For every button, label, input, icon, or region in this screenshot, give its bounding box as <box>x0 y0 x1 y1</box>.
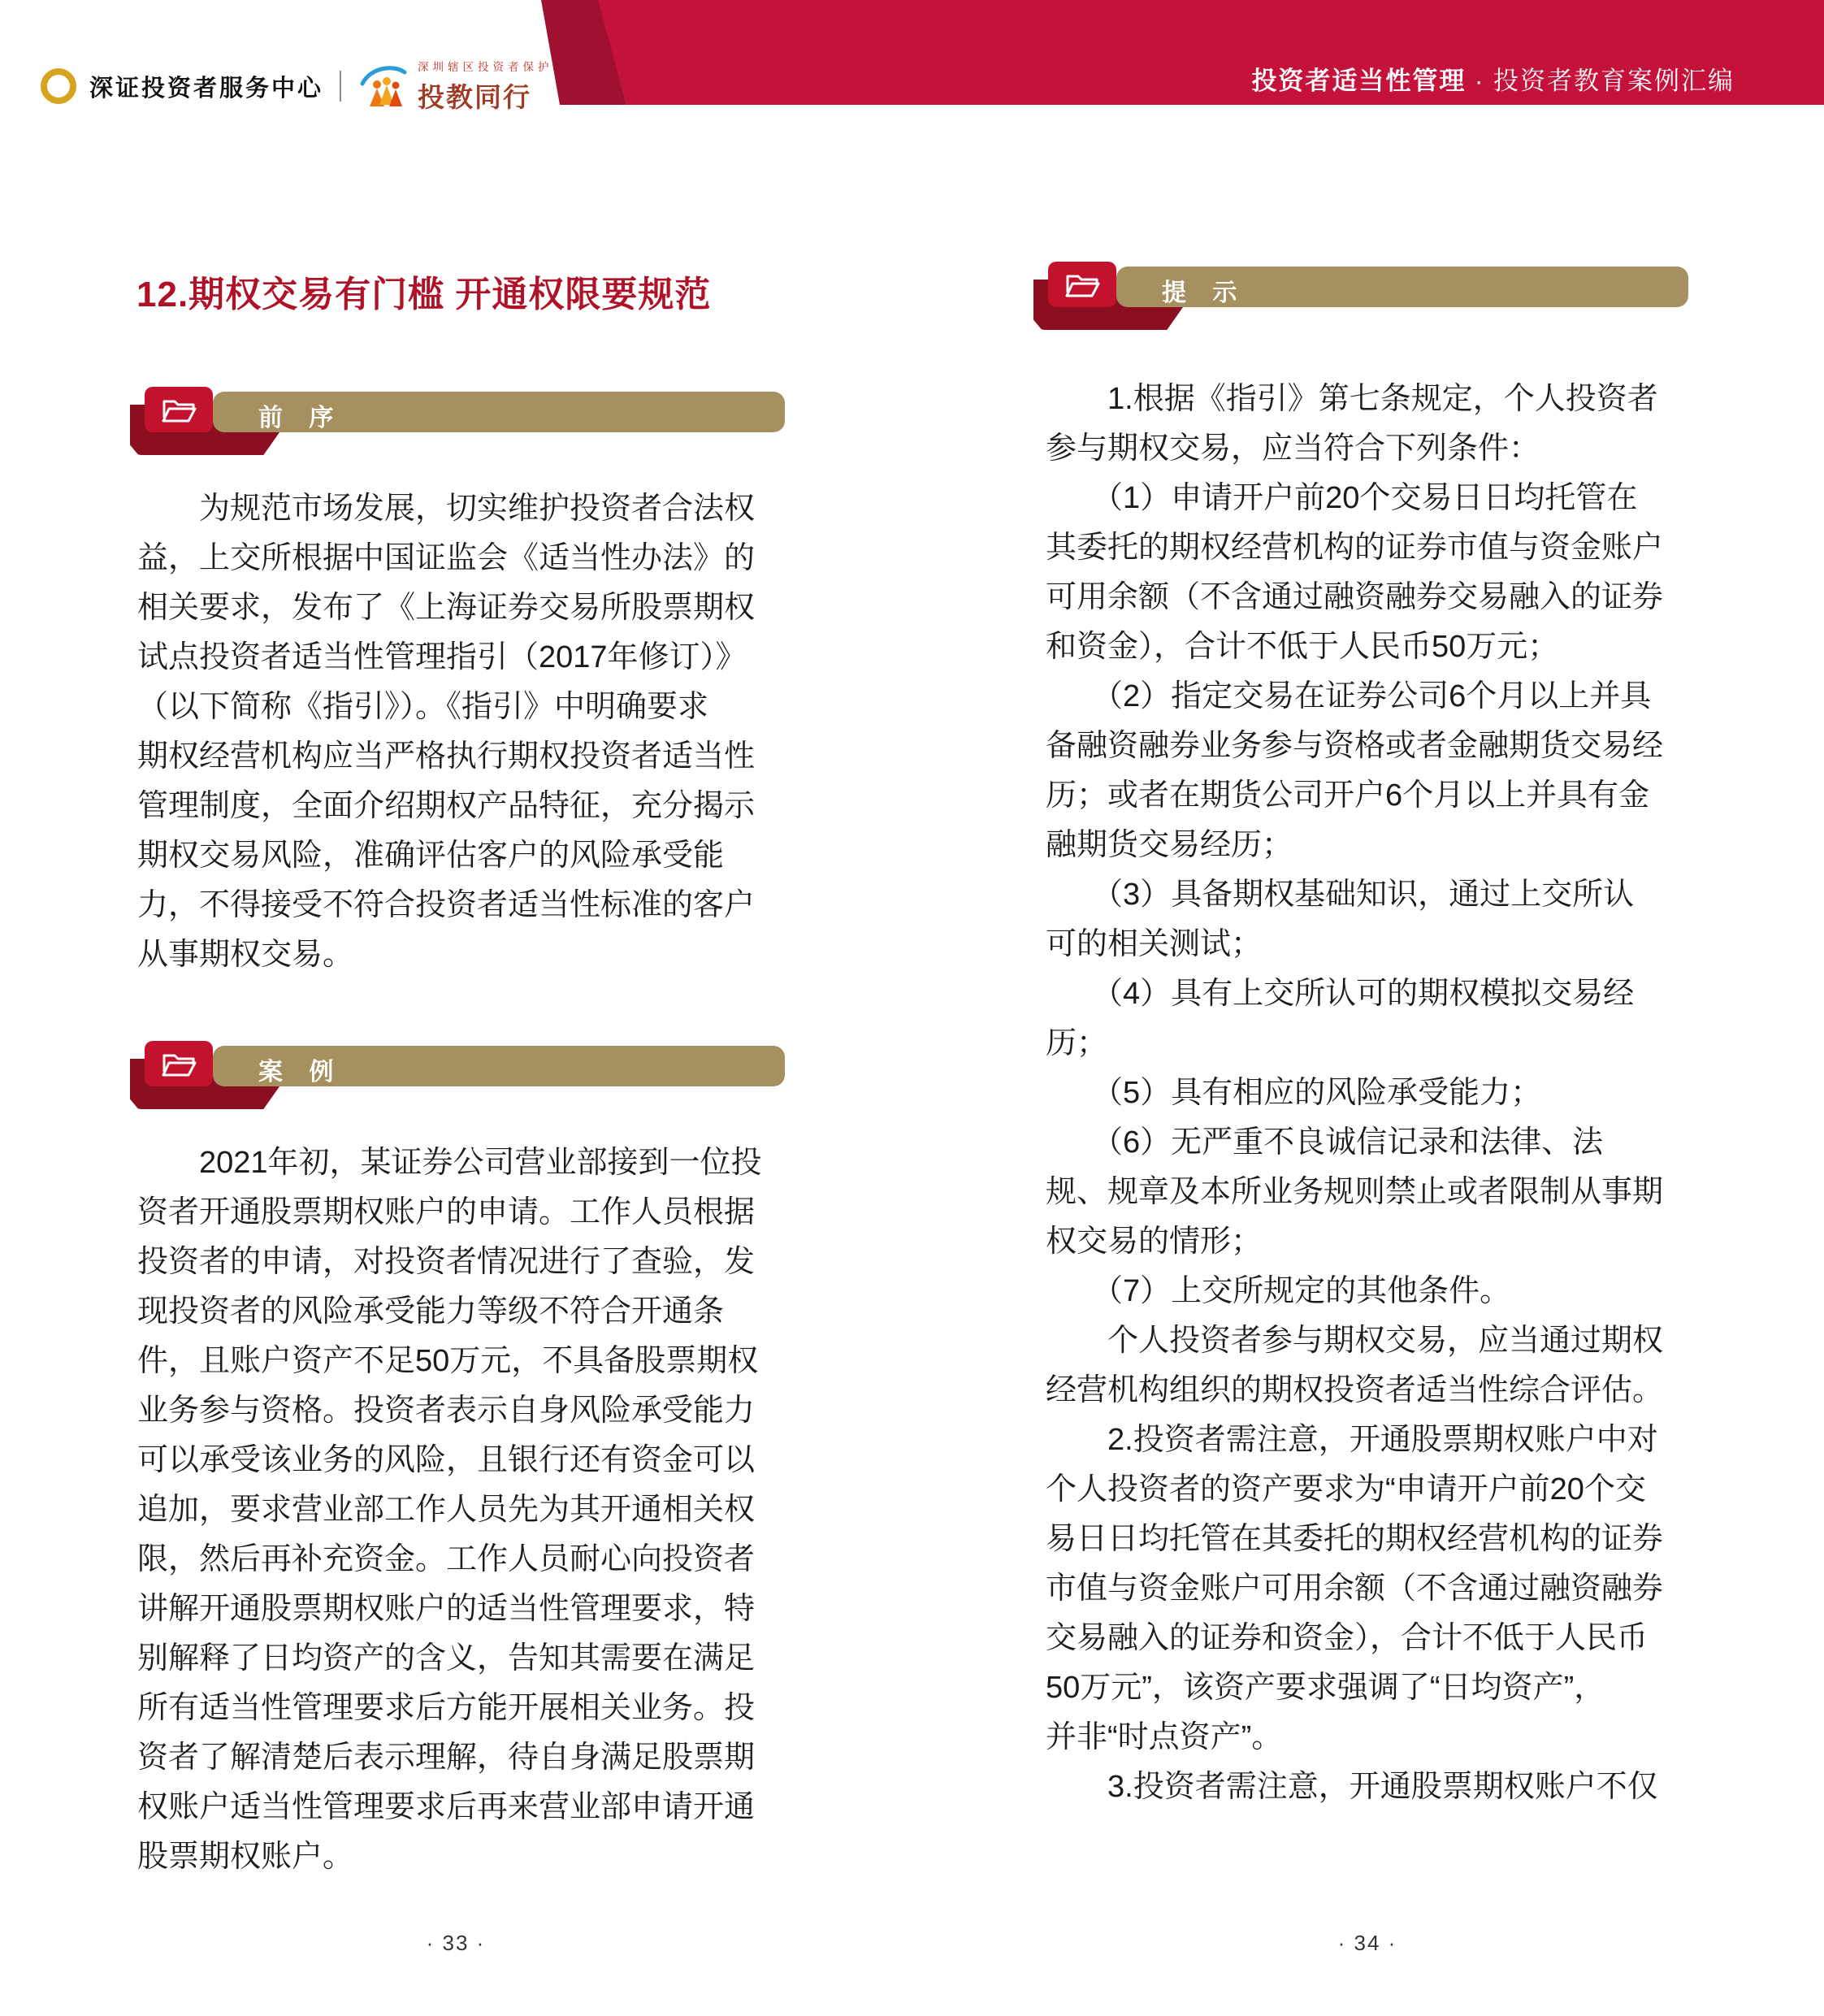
logo-divider <box>340 71 341 102</box>
text-line: 参与期权交易，应当符合下列条件： <box>1046 431 1540 466</box>
text-line: 现投资者的风险承受能力等级不符合开通条 <box>137 1294 725 1329</box>
text-line: 别解释了日均资产的含义，告知其需要在满足 <box>137 1641 756 1676</box>
banner-separator: · <box>1466 67 1493 95</box>
text-line: 业务参与资格。投资者表示自身风险承受能力 <box>137 1394 756 1428</box>
section-bar-case <box>130 1036 788 1117</box>
text-line: 并非“时点资产”。 <box>1046 1720 1283 1754</box>
brand-large-text: 投教同行 <box>418 82 532 112</box>
page-number-left: · 33 · <box>426 1931 486 1955</box>
folder-icon <box>159 393 198 426</box>
text-line: 50万元”，该资产要求强调了“日均资产”， <box>1046 1671 1605 1705</box>
text-line: 资者开通股票期权账户的申请。工作人员根据 <box>137 1195 756 1229</box>
text-line: 可的相关测试； <box>1046 927 1263 961</box>
org-name-text: 深证投资者服务中心 <box>89 75 324 102</box>
text-line: 可以承受该业务的风险，且银行还有资金可以 <box>137 1443 756 1477</box>
folder-badge <box>145 387 213 432</box>
banner-title-bold: 投资者适当性管理 <box>1251 67 1467 95</box>
header-banner-text <box>1251 60 1735 97</box>
text-line: 易日日均托管在其委托的期权经营机构的证券 <box>1046 1522 1664 1556</box>
folder-badge <box>1048 262 1116 307</box>
text-line: 期权经营机构应当严格执行期权投资者适当性 <box>137 739 756 774</box>
text-line: 期权交易风险，准确评估客户的风险承受能 <box>137 839 725 873</box>
text-line: 个人投资者参与期权交易，应当通过期权 <box>1046 1324 1664 1358</box>
text-line: 融期货交易经历； <box>1046 828 1293 862</box>
section-label-case: 案 例 <box>258 1059 344 1086</box>
text-line: 历；或者在期货公司开户6个月以上并具有金 <box>1046 778 1650 813</box>
page-number-right: · 34 · <box>1337 1931 1397 1955</box>
section-bar-tips <box>1033 257 1692 338</box>
text-line: 为规范市场发展，切实维护投资者合法权 <box>137 492 756 526</box>
text-line: 股票期权账户。 <box>137 1840 354 1874</box>
text-line: 权交易的情形； <box>1046 1225 1263 1259</box>
text-line: 历； <box>1046 1026 1108 1060</box>
text-line: 3.投资者需注意，开通股票期权账户不仅 <box>1046 1770 1658 1804</box>
text-line: 所有适当性管理要求后方能开展相关业务。投 <box>137 1691 756 1725</box>
text-line: 资者了解清楚后表示理解，待自身满足股票期 <box>137 1741 756 1775</box>
text-line: 投资者的申请，对投资者情况进行了查验，发 <box>137 1245 756 1279</box>
text-line: （以下简称《指引》）。《指引》中明确要求 <box>137 690 709 724</box>
chapter-title: 12.期权交易有门槛 开通权限要规范 <box>136 275 712 314</box>
preface-paragraph <box>137 484 787 980</box>
banner-subtitle: 投资者教育案例汇编 <box>1493 67 1735 95</box>
text-line: 和资金），合计不低于人民币50万元； <box>1046 630 1559 664</box>
text-line: （5）具有相应的风险承受能力； <box>1046 1076 1542 1110</box>
text-line: 个人投资者的资产要求为“申请开户前20个交 <box>1046 1472 1646 1507</box>
section-bar-preface <box>130 382 788 463</box>
text-line: 备融资融券业务参与资格或者金融期货交易经 <box>1046 729 1664 763</box>
text-line: 1.根据《指引》第七条规定，个人投资者 <box>1046 382 1658 416</box>
text-line: 从事期权交易。 <box>137 938 354 972</box>
header-logo-row <box>41 61 553 112</box>
text-line: 市值与资金账户可用余额（不含通过融资融券 <box>1046 1572 1664 1606</box>
text-line: 可用余额（不含通过融资融券交易融入的证券 <box>1046 580 1664 614</box>
text-line: （6）无严重不良诚信记录和法律、法 <box>1046 1125 1604 1160</box>
gold-ring-icon <box>41 68 76 104</box>
logo2-text-block <box>418 58 553 115</box>
case-paragraph <box>137 1138 787 1882</box>
text-line: 力，不得接受不符合投资者适当性标准的客户 <box>137 888 756 922</box>
text-line: 讲解开通股票期权账户的适当性管理要求，特 <box>137 1592 756 1626</box>
text-line: 2021年初，某证券公司营业部接到一位投 <box>137 1146 762 1180</box>
investor-education-logo <box>357 58 553 115</box>
text-line: 追加，要求营业部工作人员先为其开通相关权 <box>137 1493 756 1527</box>
text-line: 相关要求，发布了《上海证券交易所股票期权 <box>137 591 756 625</box>
text-line: 规、规章及本所业务规则禁止或者限制从事期 <box>1046 1175 1664 1209</box>
text-line: 件，且账户资产不足50万元，不具备股票期权 <box>137 1344 759 1378</box>
text-line: （2）指定交易在证券公司6个月以上并具 <box>1046 679 1652 713</box>
people-swoosh-icon <box>357 63 409 110</box>
text-line: 经营机构组织的期权投资者适当性综合评估。 <box>1046 1373 1664 1407</box>
text-line: 益，上交所根据中国证监会《适当性办法》的 <box>137 541 756 575</box>
text-line: 限，然后再补充资金。工作人员耐心向投资者 <box>137 1542 756 1576</box>
section-label-preface: 前 序 <box>258 405 344 431</box>
text-line: （1）申请开户前20个交易日日均托管在 <box>1046 481 1638 515</box>
folder-icon <box>159 1047 198 1080</box>
text-line: 试点投资者适当性管理指引（2017年修订）》 <box>137 640 747 674</box>
folder-icon <box>1063 268 1102 301</box>
text-line: （3）具备期权基础知识，通过上交所认 <box>1046 878 1635 912</box>
text-line: 权账户适当性管理要求后再来营业部申请开通 <box>137 1790 756 1824</box>
tips-paragraph <box>1046 375 1696 1812</box>
text-line: （7）上交所规定的其他条件。 <box>1046 1274 1511 1308</box>
text-line: 其委托的期权经营机构的证券市值与资金账户 <box>1046 531 1664 565</box>
folder-badge <box>145 1041 213 1086</box>
text-line: 2.投资者需注意，开通股票期权账户中对 <box>1046 1423 1658 1457</box>
section-label-tips: 提 示 <box>1162 280 1247 306</box>
text-line: 管理制度，全面介绍期权产品特征，充分揭示 <box>137 789 756 823</box>
text-line: 交易融入的证券和资金），合计不低于人民币 <box>1046 1621 1649 1655</box>
text-line: （4）具有上交所认可的期权模拟交易经 <box>1046 977 1635 1011</box>
brand-small-text: 深圳辖区投资者保护 <box>418 61 553 73</box>
